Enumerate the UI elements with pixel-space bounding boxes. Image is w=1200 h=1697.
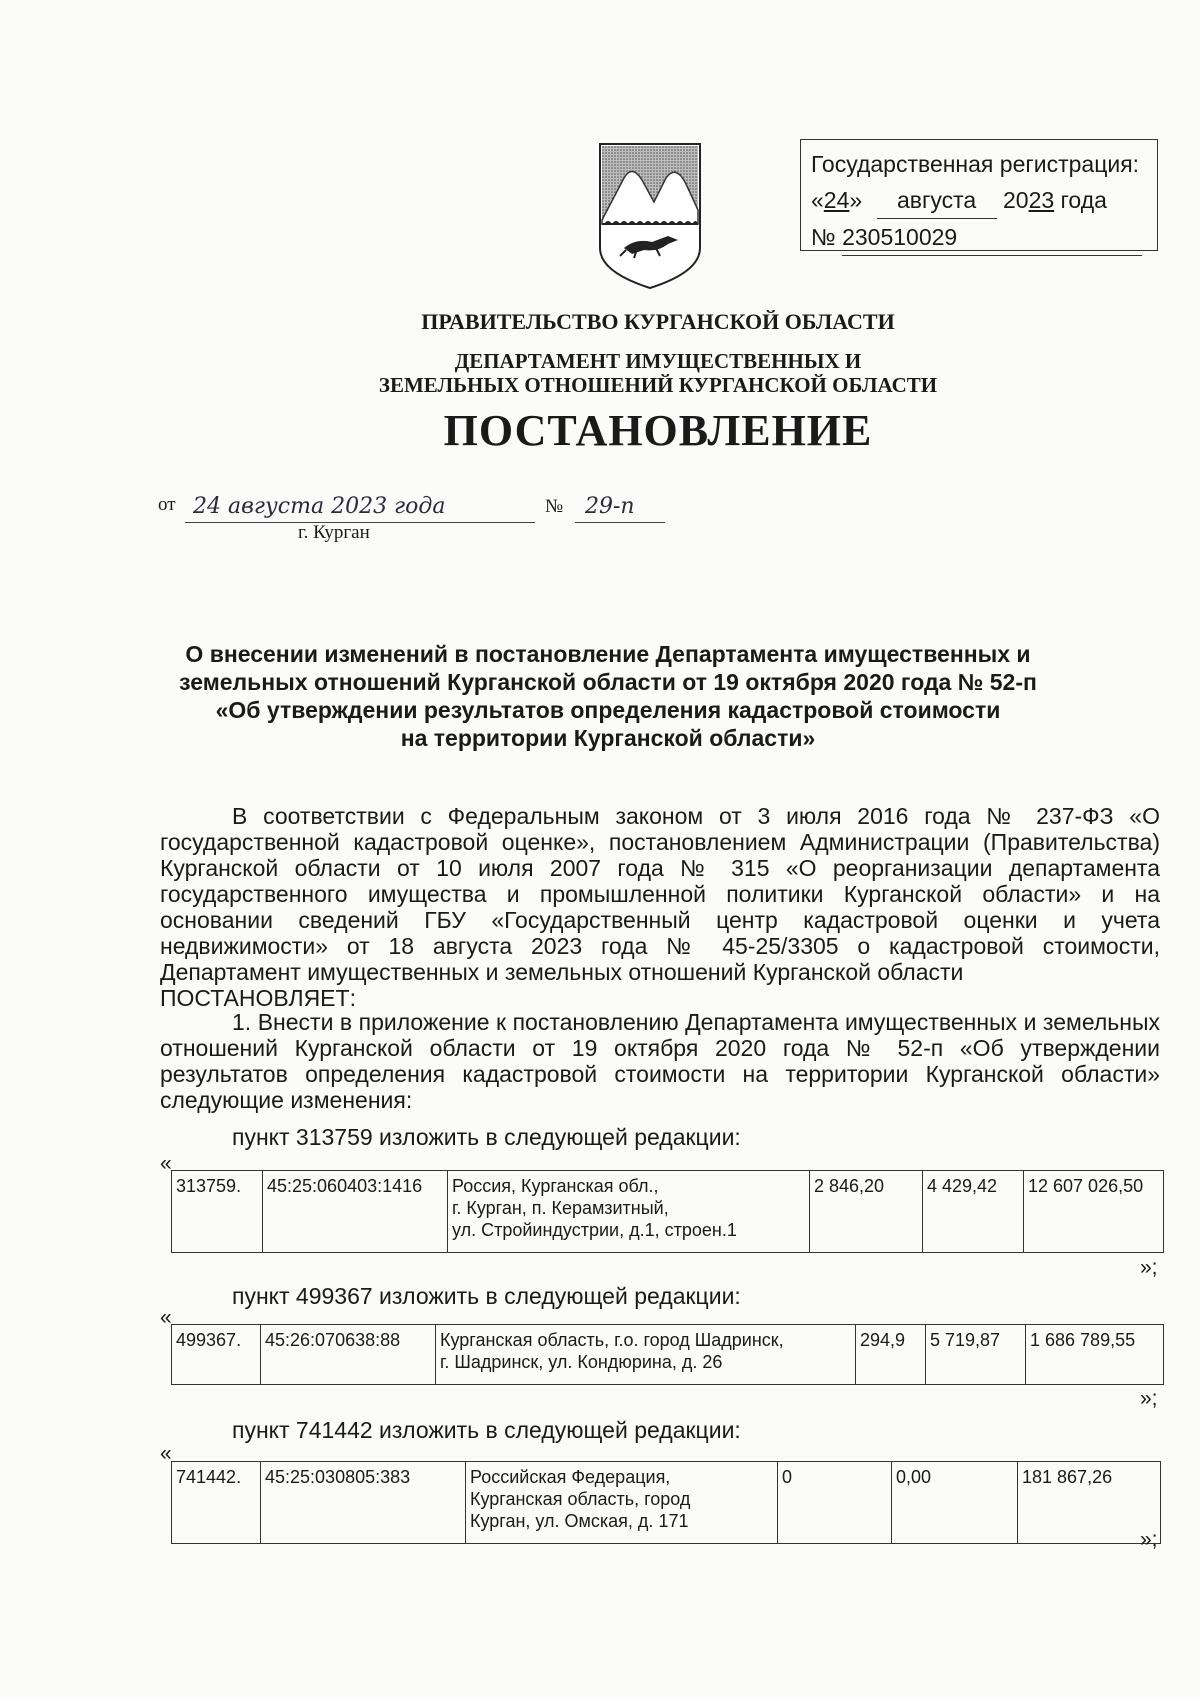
item-1-paragraph: 1. Внести в приложение к постановлению Департамента имущественных и земельных отношений Курганской области от 19 октября 2020 года № 52-п «Об утверждении результатов определения кадастровой стоимости на территории Курганской области» следующие изменения: <box>160 1009 1160 1113</box>
cell-cadastral-value: 181 867,26 <box>1018 1462 1161 1544</box>
cell-item-number: 499367. <box>172 1325 261 1385</box>
amendment-table-313759 <box>171 1170 1164 1253</box>
address-line: ул. Стройиндустрии, д.1, строен.1 <box>452 1220 737 1240</box>
quote-open: « <box>160 1442 172 1465</box>
address-line: Российская Федерация, <box>470 1467 671 1487</box>
quote-open: « <box>160 1152 172 1175</box>
registration-title: Государственная регистрация: <box>811 151 1140 177</box>
cell-specific-value: 5 719,87 <box>926 1325 1026 1385</box>
registration-quote-close: » <box>849 187 863 213</box>
cell-item-number: 741442. <box>172 1462 261 1544</box>
subject-title <box>150 640 1066 752</box>
amendment-table-741442 <box>171 1461 1161 1544</box>
address-line: г. Шадринск, ул. Кондюрина, д. 26 <box>440 1352 723 1372</box>
preamble-paragraph: В соответствии с Федеральным законом от 3 июля 2016 года № 237-ФЗ «О государственной кадастровой оценке», постановлением Администрации (Правительства) Курганской области от 10 июля 2007 года № 315 «О реорганизации департамента государственного имущества и промышленной политики Курганской области» и на основании сведений ГБУ «Государственный центр кадастровой оценки и учета недвижимости» от 18 августа 2023 года № 45-25/3305 о кадастровой стоимости, Департамент имущественных и земельных отношений Курганской области <box>160 803 1160 985</box>
amendment-intro-741442: пункт 741442 изложить в следующей редакции: <box>232 1417 741 1443</box>
registration-day: 24 <box>823 187 850 213</box>
number-underline <box>575 522 665 523</box>
coat-of-arms-emblem <box>596 140 704 290</box>
cell-cadastral-number: 45:26:070638:88 <box>261 1325 436 1385</box>
number-label: № <box>545 496 564 517</box>
registration-quote-open: « <box>811 187 824 213</box>
subject-line: земельных отношений Курганской области от 19 октября 2020 года № 52-п <box>179 669 1037 695</box>
quote-open: « <box>160 1306 172 1329</box>
postanovlyaet-label: ПОСТАНОВЛЯЕТ: <box>160 985 356 1011</box>
quote-close: »; <box>1140 1528 1158 1551</box>
address-line: Россия, Курганская обл., <box>452 1176 659 1196</box>
document-type-title: ПОСТАНОВЛЕНИЕ <box>443 406 873 455</box>
handwritten-number: 29-п <box>585 494 635 519</box>
subject-line: О внесении изменений в постановление Департамента имущественных и <box>185 641 1031 667</box>
address-line: г. Курган, п. Керамзитный, <box>452 1198 669 1218</box>
handwritten-date: 24 августа 2023 года <box>193 494 446 519</box>
registration-number: 230510029 <box>842 219 1142 256</box>
cell-item-number: 313759. <box>172 1171 263 1253</box>
department-name-line1: ДЕПАРТАМЕНТ ИМУЩЕСТВЕННЫХ И <box>454 349 862 373</box>
table-row <box>172 1462 1161 1544</box>
cell-cadastral-value: 12 607 026,50 <box>1024 1171 1164 1253</box>
registration-month: августа <box>877 182 997 219</box>
cell-area: 0 <box>778 1462 892 1544</box>
cell-specific-value: 4 429,42 <box>923 1171 1024 1253</box>
registration-stamp <box>800 139 1158 251</box>
cell-area: 2 846,20 <box>810 1171 923 1253</box>
quote-close: »; <box>1140 1387 1158 1410</box>
registration-year-word: года <box>1060 187 1107 213</box>
amendment-table-499367 <box>171 1324 1164 1385</box>
cell-address <box>466 1462 778 1544</box>
quote-close: »; <box>1140 1256 1158 1279</box>
registration-year-prefix: 20 <box>1002 187 1029 213</box>
address-line: Курганская область, город <box>470 1489 691 1509</box>
table-row <box>172 1171 1164 1253</box>
cell-cadastral-number: 45:25:060403:1416 <box>263 1171 448 1253</box>
table-row <box>172 1325 1164 1385</box>
registration-number-label: № <box>811 224 836 250</box>
department-name-line2: ЗЕМЕЛЬНЫХ ОТНОШЕНИЙ КУРГАНСКОЙ ОБЛАСТИ <box>378 373 938 397</box>
date-from-label: от <box>158 494 176 515</box>
cell-specific-value: 0,00 <box>892 1462 1018 1544</box>
amendment-intro-313759: пункт 313759 изложить в следующей редакции: <box>232 1124 741 1150</box>
subject-line: на территории Курганской области» <box>400 725 816 751</box>
cell-cadastral-number: 45:25:030805:383 <box>261 1462 466 1544</box>
address-line: Курган, ул. Омская, д. 171 <box>470 1511 689 1531</box>
registration-year-suffix: 23 <box>1028 187 1055 213</box>
address-line: Курганская область, г.о. город Шадринск, <box>440 1330 784 1350</box>
city-label: г. Курган <box>298 522 370 543</box>
government-name: ПРАВИТЕЛЬСТВО КУРГАНСКОЙ ОБЛАСТИ <box>421 309 895 334</box>
amendment-intro-499367: пункт 499367 изложить в следующей редакции: <box>232 1283 741 1309</box>
subject-line: «Об утверждении результатов определения кадастровой стоимости <box>215 697 1001 723</box>
cell-cadastral-value: 1 686 789,55 <box>1026 1325 1164 1385</box>
cell-address <box>436 1325 856 1385</box>
cell-area: 294,9 <box>856 1325 926 1385</box>
cell-address <box>448 1171 810 1253</box>
